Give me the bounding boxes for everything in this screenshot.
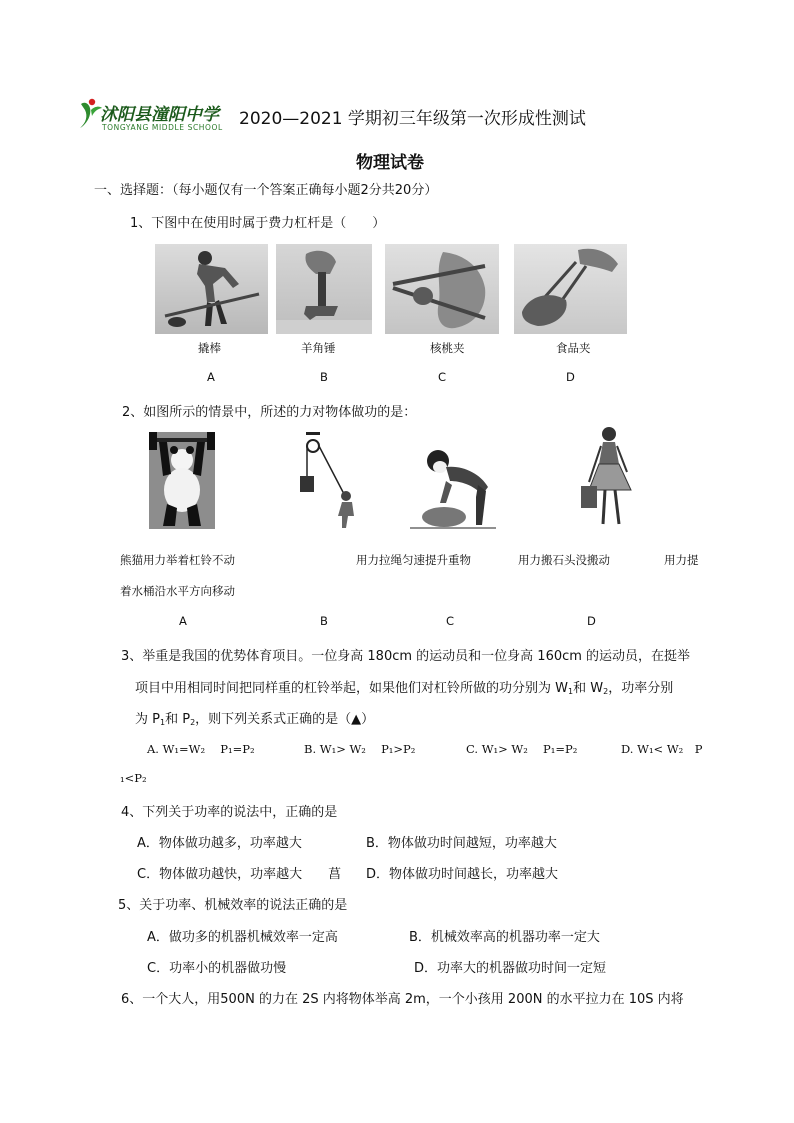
q2-caption-d-end: 着水桶沿水平方向移动	[120, 584, 235, 598]
q2-option-a[interactable]: A	[179, 614, 187, 628]
q1-option-a[interactable]: A	[207, 370, 215, 384]
q4-option-b[interactable]: B．物体做功时间越短，功率越大	[366, 836, 557, 851]
girl-pushing-stone-image	[410, 445, 496, 529]
food-tongs-photo	[514, 244, 627, 334]
panda-barbell-image	[149, 432, 215, 529]
q2-caption-d-start: 用力提	[664, 553, 699, 567]
q1-option-d[interactable]: D	[566, 370, 575, 384]
logo-chinese-name: 沭阳县潼阳中学	[100, 105, 219, 125]
q5-stem: 5、关于功率、机械效率的说法正确的是	[118, 898, 348, 913]
q2-option-c[interactable]: C	[446, 614, 455, 628]
walnut-cracker-photo	[385, 244, 499, 334]
q2-option-d[interactable]: D	[587, 614, 596, 628]
exam-title: 2020—2021 学期初三年级第一次形成性测试	[239, 109, 586, 129]
q3-option-d[interactable]: D. W₁< W₂ P	[621, 742, 703, 756]
logo-english-name: TONGYANG MIDDLE SCHOOL	[102, 123, 223, 132]
q3-line-3: 为 $P_1$和 $P_2$，则下列关系式正确的是（▲）	[135, 712, 375, 727]
paper-title: 物理试卷	[356, 153, 424, 173]
pulley-rope-image	[292, 432, 362, 529]
q2-caption-c: 用力搬石头没搬动	[518, 553, 610, 567]
q4-option-d[interactable]: D．物体做功时间越长，功率越大	[366, 867, 559, 882]
school-logo	[78, 96, 238, 136]
q5-option-d[interactable]: D．功率大的机器做功时间一定短	[414, 961, 607, 976]
q3-option-a[interactable]: A. W₁=W₂ P₁=P₂	[147, 742, 255, 756]
woman-carrying-bucket-image	[575, 424, 641, 534]
q4-option-a[interactable]: A．物体做功越多，功率越大	[137, 836, 302, 851]
q3-option-c[interactable]: C. W₁> W₂ P₁=P₂	[466, 742, 578, 756]
q5-option-a[interactable]: A．做功多的机器机械效率一定高	[147, 930, 338, 945]
q4-stem: 4、下列关于功率的说法中，正确的是	[121, 805, 338, 820]
q2-caption-a: 熊猫用力举着杠铃不动	[120, 553, 235, 567]
q1-caption-c: 核桃夹	[430, 341, 465, 355]
q5-option-b[interactable]: B．机械效率高的机器功率一定大	[409, 930, 600, 945]
q1-option-c[interactable]: C	[438, 370, 447, 384]
q3-line-2: 项目中用相同时间把同样重的杠铃举起，如果他们对杠铃所做的功分别为 $W_1$和 $W_2$，功率分别	[135, 681, 674, 696]
q6-stem: 6、一个大人，用500N 的力在 2S 内将物体举高 2m，一个小孩用 200N 的水平拉力在 10S 内将	[121, 992, 684, 1007]
q1-caption-a: 撬棒	[198, 341, 221, 355]
claw-hammer-photo	[276, 244, 372, 334]
q4-option-c[interactable]: C．物体做功越快，功率越大 菖	[137, 867, 342, 882]
q1-caption-d: 食品夹	[556, 341, 591, 355]
q1-stem: 1、下图中在使用时属于费力杠杆是（ ）	[130, 216, 386, 231]
q1-caption-b: 羊角锤	[301, 341, 336, 355]
q2-caption-b: 用力拉绳匀速提升重物	[356, 553, 471, 567]
q2-option-b[interactable]: B	[320, 614, 328, 628]
q3-option-b[interactable]: B. W₁> W₂ P₁>P₂	[304, 742, 416, 756]
crowbar-photo	[155, 244, 268, 334]
q3-line-1: 3、举重是我国的优势体育项目。一位身高 180cm 的运动员和一位身高 160cm 的运动员，在挺举	[121, 649, 691, 664]
q5-option-c[interactable]: C．功率小的机器做功慢	[147, 961, 287, 976]
q1-option-b[interactable]: B	[320, 370, 328, 384]
q3-option-d-wrap: ₁<P₂	[120, 771, 147, 785]
section-heading: 一、选择题：（每小题仅有一个答案正确每小题2分共20分）	[94, 183, 438, 198]
q2-stem: 2、如图所示的情景中，所述的力对物体做功的是：	[122, 405, 417, 420]
